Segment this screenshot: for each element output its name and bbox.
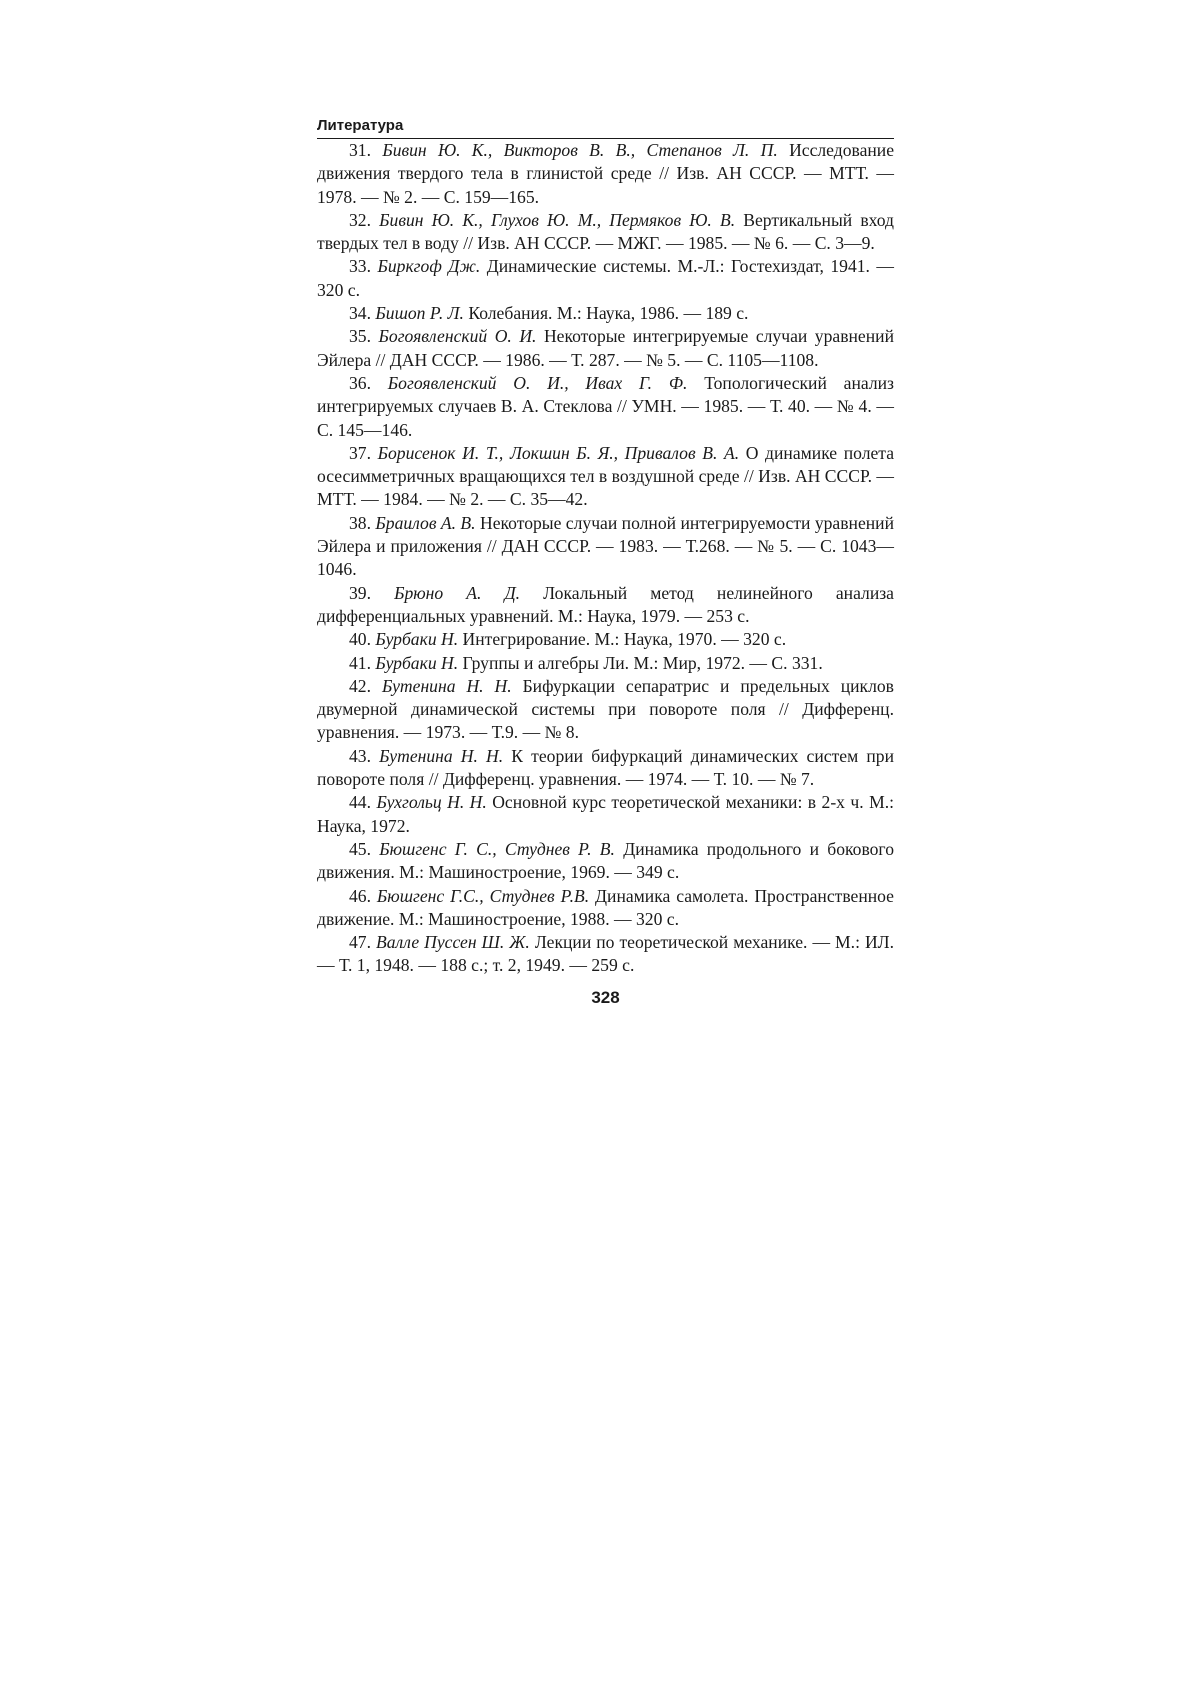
reference-number: 38.	[349, 512, 371, 533]
reference-entry	[317, 931, 894, 978]
reference-entry	[317, 512, 894, 582]
reference-text: Колебания. М.: Наука, 1986. — 189 с.	[468, 303, 749, 324]
reference-authors: Валле Пуссен Ш. Ж.	[376, 932, 530, 953]
running-title: Литература	[317, 116, 894, 139]
reference-text: Группы и алгебры Ли. М.: Мир, 1972. — С. 331.	[462, 652, 823, 673]
reference-text: Основной курс теоретической механики: в 2-х ч. М.: Наука, 1972.	[317, 792, 894, 836]
reference-authors: Бюшгенс Г.С., Студнев Р.В.	[376, 885, 590, 906]
reference-entry	[317, 372, 894, 442]
reference-text: Лекции по теоретической механике. — М.: ИЛ. — Т. 1, 1948. — 188 с.; т. 2, 1949. — 259 с.	[317, 932, 894, 976]
reference-entry	[317, 582, 894, 629]
reference-entry	[317, 139, 894, 209]
reference-number: 33.	[349, 256, 371, 277]
reference-text: Исследование движения твердого тела в глинистой среде // Изв. АН СССР. — МТТ. — 1978. — № 2. — С. 159—165.	[317, 140, 895, 207]
reference-entry	[317, 325, 894, 372]
reference-entry	[317, 745, 894, 792]
reference-text: Бифуркации сепаратрис и предельных циклов двумерной динамической системы при повороте поля // Дифференц. уравнения. — 1973. — Т.9. — № 8.	[317, 675, 894, 743]
reference-number: 41.	[349, 652, 371, 673]
reference-entry	[317, 885, 894, 932]
reference-entry	[317, 628, 894, 651]
page-content	[317, 116, 894, 1008]
reference-text: Некоторые случаи полной интегрируемости уравнений Эйлера и приложения // ДАН СССР. — 1983. — Т.268. — № 5. — С. 1043—1046.	[317, 512, 895, 580]
page-number: 328	[591, 987, 620, 1007]
reference-authors: Бурбаки Н.	[375, 629, 459, 650]
reference-authors: Бивин Ю. К., Викторов В. В., Степанов Л. П.	[382, 140, 778, 160]
reference-text: Локальный метод нелинейного анализа дифференциальных уравнений. М.: Наука, 1979. — 253 с.	[317, 582, 894, 626]
reference-entry	[317, 838, 894, 885]
reference-number: 44.	[349, 792, 371, 813]
reference-text: Динамические системы. М.-Л.: Гостехиздат, 1941. — 320 с.	[317, 256, 895, 300]
reference-number: 35.	[349, 326, 371, 347]
reference-number: 47.	[349, 932, 371, 953]
reference-authors: Бурбаки Н.	[375, 652, 459, 673]
reference-authors: Биркгоф Дж.	[377, 256, 481, 277]
reference-number: 42.	[349, 675, 371, 696]
reference-entry	[317, 302, 894, 325]
reference-entry	[317, 255, 894, 302]
reference-text: О динамике полета осесимметричных вращающихся тел в воздушной среде // Изв. АН СССР. — МТТ. — 1984. — № 2. — С. 35—42.	[317, 442, 895, 510]
reference-number: 46.	[349, 885, 371, 906]
reference-number: 32.	[349, 209, 371, 230]
reference-list	[317, 139, 894, 978]
reference-entry	[317, 791, 894, 838]
reference-text: Динамика продольного и бокового движения. М.: Машиностроение, 1969. — 349 с.	[317, 838, 895, 883]
reference-authors: Богоявленский О. И.	[378, 326, 537, 347]
reference-number: 43.	[349, 745, 371, 766]
reference-entry	[317, 209, 894, 256]
reference-authors: Бухгольц Н. Н.	[376, 792, 487, 813]
reference-number: 45.	[349, 838, 371, 859]
reference-text: К теории бифуркаций динамических систем при повороте поля // Дифференц. уравнения. — 1974. — Т. 10. — № 7.	[317, 745, 894, 790]
reference-entry	[317, 675, 894, 745]
reference-authors: Бутенина Н. Н.	[379, 745, 504, 766]
reference-text: Интегрирование. М.: Наука, 1970. — 320 с.	[462, 629, 787, 650]
reference-authors: Бутенина Н. Н.	[381, 675, 512, 696]
reference-authors: Бишоп Р. Л.	[375, 303, 464, 324]
reference-number: 34.	[349, 303, 371, 324]
reference-authors: Брюно А. Д.	[394, 582, 521, 603]
reference-entry	[317, 442, 894, 512]
reference-authors: Бивин Ю. К., Глухов Ю. М., Пермяков Ю. В.	[379, 209, 736, 230]
reference-text: Динамика самолета. Пространственное движение. М.: Машиностроение, 1988. — 320 с.	[317, 885, 894, 929]
reference-entry	[317, 652, 894, 675]
reference-number: 36.	[349, 372, 371, 393]
reference-number: 37.	[349, 442, 371, 463]
reference-text: Топологический анализ интегрируемых случаев В. А. Стеклова // УМН. — 1985. — Т. 40. — № 4. — С. 145—146.	[317, 372, 894, 440]
reference-authors: Бюшгенс Г. С., Студнев Р. В.	[379, 838, 615, 859]
reference-number: 39.	[349, 582, 371, 603]
reference-number: 40.	[349, 629, 371, 650]
reference-text: Вертикальный вход твердых тел в воду // Изв. АН СССР. — МЖГ. — 1985. — № 6. — С. 3—9.	[317, 209, 894, 254]
reference-number: 31.	[349, 140, 371, 160]
reference-authors: Браилов А. В.	[375, 512, 476, 533]
reference-text: Некоторые интегрируемые случаи уравнений Эйлера // ДАН СССР. — 1986. — Т. 287. — № 5. — С. 1105—1108.	[317, 326, 894, 370]
reference-authors: Борисенок И. Т., Локшин Б. Я., Привалов В. А.	[377, 442, 740, 463]
reference-authors: Богоявленский О. И., Ивах Г. Ф.	[387, 372, 688, 393]
